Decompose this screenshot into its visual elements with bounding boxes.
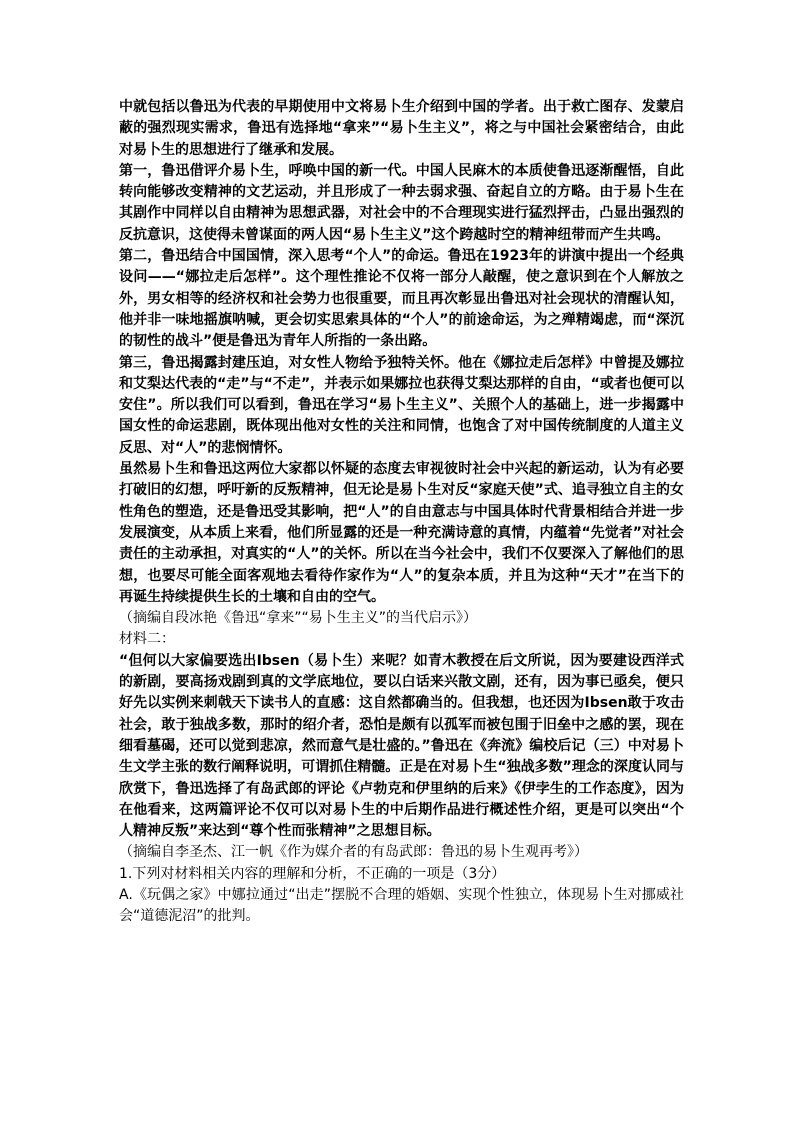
- paragraph-material-two: “但何以大家偏要选出Ibsen（易卜生）来呢？如青木教授在后文所说，因为要建设西洋式的新剧，要高扬戏剧到真的文学底地位，要以白话来兴散文剧，还有，因为事已亟矣，便只好先以实例来刺戟天下读书人的直感：这自然都确当的。但我想，也还因为Ibsen敢于攻击社会，敢于独战多数，那时的绍介者，恐怕是颇有以孤军而被包围于旧垒中之感的罢，现在细看墓碣，还可以觉到悲凉，然而意气是壮盛的。”鲁迅在《奔流》编校后记（三）中对易卜生文学主张的数行阐释说明，可谓抓住精髓。正是在对易卜生“独战多数”理念的深度认同与欣赏下，鲁迅选择了有岛武郎的评论《卢勃克和伊里纳的后来》《伊孛生的工作态度》，因为在他看来，这两篇评论不仅可以对易卜生的中后期作品进行概述性介绍，更是可以突出“个人精神反叛”来达到“尊个性而张精神”之思想目标。: [119, 652, 684, 840]
- paragraph-point-three: 第三，鲁迅揭露封建压迫，对女性人物给予独特关怀。他在《娜拉走后怎样》中曾提及娜拉和艾梨达代表的“走”与“不走”，并表示如果娜拉也获得艾梨达那样的自由，“或者也便可以安住”。所以我们可以看到，鲁迅在学习“易卜生主义”、关照个人的基础上，进一步揭露中国女性的命运悲剧，既体现出他对女性的关注和同情，也饱含了对中国传统制度的人道主义反思、对“人”的悲悯情怀。: [119, 354, 684, 456]
- paragraph-point-two: 第二，鲁迅结合中国国情，深入思考“个人”的命运。鲁迅在1923年的讲演中提出一个经典设问——“娜拉走后怎样”。这个理性推论不仅将一部分人敲醒，使之意识到在个人解放之外，男女相等的经济权和社会势力也很重要，而且再次彰显出鲁迅对社会现状的清醒认知，他并非一味地摇旗呐喊，更会切实思索具体的“个人”的前途命运，为之殚精竭虑，而“深沉的韧性的战斗”便是鲁迅为青年人所指的一条出路。: [119, 248, 684, 350]
- option-a: A.《玩偶之家》中娜拉通过“出走”摆脱不合理的婚姻、实现个性独立，体现易卜生对挪威社会“道德泥沼”的批判。: [119, 886, 684, 925]
- source-citation-two: （摘编自李圣杰、江一帆《作为媒介者的有岛武郎：鲁迅的易卜生观再考》）: [119, 844, 588, 861]
- question-one: 1.下列对材料相关内容的理解和分析，不正确的一项是（3分）: [119, 865, 506, 882]
- source-citation-one: （摘编自段冰艳《鲁迅“拿来”“易卜生主义”的当代启示》）: [119, 610, 478, 627]
- paragraph-conclusion: 虽然易卜生和鲁迅这两位大家都以怀疑的态度去审视彼时社会中兴起的新运动，认为有必要打破旧的幻想，呼吁新的反叛精神，但无论是易卜生对反“家庭天使”式、追寻独立自主的女性角色的塑造，还是鲁迅受其影响，把“人”的自由意志与中国具体时代背景相结合并进一步发展演变，从本质上来看，他们所显露的还是一种充满诗意的真情，内蕴着“先觉者”对社会责任的主动承担，对真实的“人”的关怀。所以在当今社会中，我们不仅要深入了解他们的思想，也要尽可能全面客观地去看待作家作为“人”的复杂本质，并且为这种“天才”在当下的再诞生持续提供生长的土壤和自由的空气。: [119, 461, 684, 605]
- document-page: [119, 97, 684, 928]
- paragraph-point-one: 第一，鲁迅借评介易卜生，呼唤中国的新一代。中国人民麻木的本质使鲁迅逐渐醒悟，自此转向能够改变精神的文艺运动，并且形成了一种去弱求强、奋起自立的方略。由于易卜生在其剧作中同样以自由精神为思想武器，对社会中的不合理现实进行猛烈抨击，凸显出强烈的反抗意识，这使得未曾谋面的两人因“易卜生主义”这个跨越时空的精神纽带而产生共鸣。: [119, 162, 684, 243]
- material-two-heading: 材料二：: [119, 631, 175, 648]
- paragraph-intro: 中就包括以鲁迅为代表的早期使用中文将易卜生介绍到中国的学者。出于救亡图存、发蒙启蔽的强烈现实需求，鲁迅有选择地“拿来”“易卜生主义”，将之与中国社会紧密结合，由此对易卜生的思想进行了继承和发展。: [119, 99, 684, 158]
